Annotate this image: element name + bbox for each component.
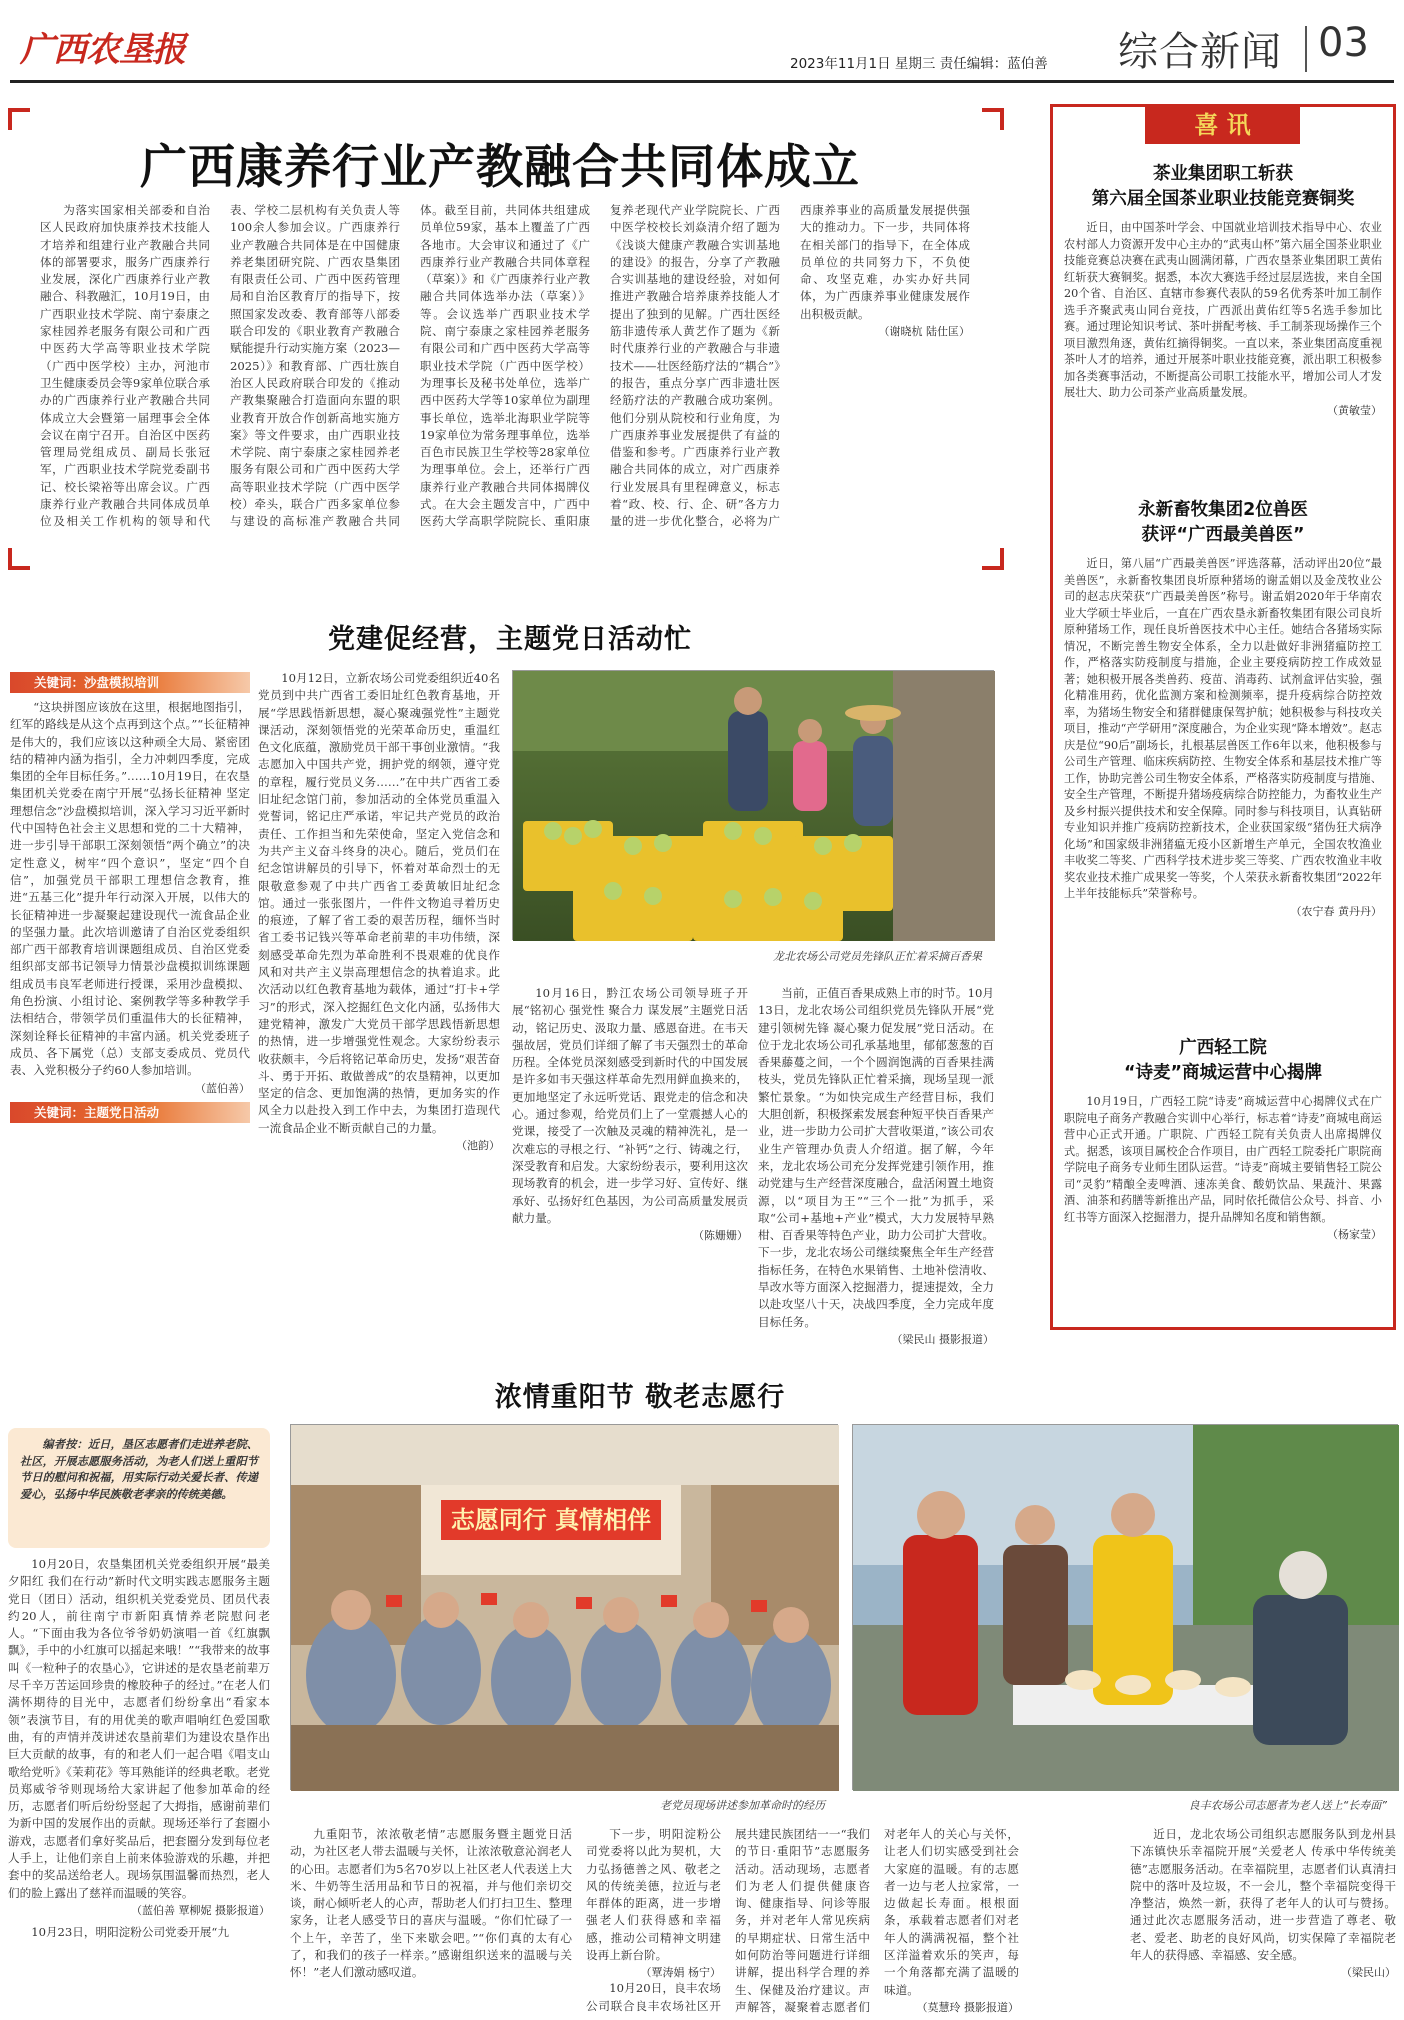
xixun-article-2 — [1064, 498, 1382, 919]
elderly-col-3b — [880, 1826, 1120, 2018]
editor-note — [8, 1428, 270, 1548]
xixun-a1-title-1: 茶业集团职工斩获 — [1153, 164, 1293, 184]
header-rule — [10, 80, 1394, 83]
passionfruit-photo-caption: 龙北农场公司党员先锋队正忙着采摘百香果 — [773, 950, 982, 963]
elderly-jiguan-byline: （蓝伯善 覃柳妮 摄影报道） — [131, 1903, 270, 1917]
frame-corner-tr — [982, 108, 1004, 130]
frame-corner-br — [982, 548, 1004, 570]
elderly-mingyang-start: 10月23日，明阳淀粉公司党委开展“九 — [31, 1924, 229, 1939]
party-partyday-byline: （池韵） — [456, 1139, 500, 1153]
party-sandtable-byline: （蓝伯善） — [195, 1081, 250, 1095]
party-col-4 — [758, 985, 994, 1346]
elderly-longbei-text: 近日，龙北农场公司组织志愿服务队到龙州县下冻镇快乐幸福院开展“关爱老人 传承中华传统美德”志愿服务活动。在幸福院里，志愿者们认真清扫院中的落叶及垃圾，不一会儿，整个幸福院变得干净整洁，焕然一新，获得了老年人的认可与赞扬。通过此次志愿服务活动，进一步营造了尊老、敬老、爱老、助老的良好风尚，切实保障了幸福院老年人的获得感、幸福感、安全感。 — [1130, 1827, 1396, 1963]
xixun-a2-body: 近日，第八届“广西最美兽医”评选落幕，活动评出20位“最美兽医”，永新畜牧集团良圻原种猪场的谢孟娟以及金茂牧业公司的赵志庆荣获“广西最美兽医”称号。谢孟娟2020年于华南农业大学硕士毕业后，一直在广西农垦永新畜牧集团有限公司良圻原种猪场工作，现任良圻兽医技术中心主任。她结合各猪场实际情况，不断完善生物安全体系，全力以赴做好非洲猪瘟防控工作，严格落实防疫制度与措施，企业主要疫病防控工作成效显著；她积极开展各类兽药、疫苗、消毒药、试剂盒评估实验，强化精准用药，优化监测方案和检测频率，提升疫病综合防控效率，为猪场生物安全和猪群健康保驾护航；她积极参与科技攻关项目，推动“产学研用”深度融合，为企业实现“降本增效”。赵志庆是位“90后”副场长，扎根基层兽医工作6年以来，他积极参与公司生产管理、临床疾病防控、生物安全体系和基层技术推广等工作，协助完善公司生物安全体系，严格落实防疫制度与措施、安全生产管理，不断提升猪场疫病综合防控能力，为畜牧业生产及乡村振兴提供技术和安全保障。同时参与科技项目，认真钻研专业知识并推广疫病防控新技术，企业获国家级“猪伪狂犬病净化场”和国家级非洲猪瘟无疫小区新增生产单元，全国农牧渔业丰收奖二等奖、广西科学技术进步奖三等奖、广西农牧渔业丰收奖农业技术推广成果奖一等奖，个人荣获永新畜牧集团“2022年上半年技能标兵”荣誉称号。 — [1064, 557, 1382, 900]
elderly-col-4 — [1130, 1826, 1396, 2018]
xixun-a1-byline: （黄敏莹） — [1327, 403, 1382, 417]
elderly-col-2 — [290, 1826, 572, 2018]
editor-note-text: 编者按：近日，垦区志愿者们走进养老院、社区，开展志愿服务活动，为老人们送上重阳节节日的慰问和祝福，用实际行动关爱长者、传递爱心，弘扬中华民族敬老孝亲的传统美德。 — [20, 1437, 258, 1501]
elderly-longbei-byline: （梁民山） — [1341, 1966, 1396, 1980]
date-line: 2023年11月1日 星期三 责任编辑：蓝伯善 — [790, 56, 1048, 72]
elderly-mingyang-text: 九重阳节，浓浓敬老情”志愿服务暨主题党日活动，为社区老人带去温暖与关怀，让浓浓敬意沁润老人的心田。志愿者们为5名70岁以上社区老人代表送上大米、牛奶等生活用品和节日的祝福，并与他们亲切交谈，耐心倾听老人的心声，帮助老人们打扫卫生、整理家务，让老人感受节日的喜庆与温暖。“你们忙碌了一个上午，辛苦了，坐下来歇会吧。”“你们真的太有心了，和我们的孩子一样亲。”感谢组织送来的温暖与关怀！”老人们激动感叹道。 — [290, 1827, 572, 1980]
elderly-col-1 — [8, 1556, 270, 2016]
party-qianjiang-text: 10月16日，黔江农场公司领导班子开展“铭初心 强党性 聚合力 谋发展”主题党日活动，铭记历史、汲取力量、感恩奋进。在韦天强故居，党员们详细了解了韦天强烈士的革命历程。全体党员深刻感受到新时代的中国发展是许多如韦天强这样革命先烈用鲜血换来的，更加地坚定了永远听党话、跟党走的信念和决心。通过参观，给党员们上了一堂震撼人心的党课，接受了一次触及灵魂的精神洗礼，是一次难忘的寻根之行、“补钙”之行、铸魂之行，深受教育和启发。大家纷纷表示，要利用这次现场教育的机会，进一步学习好、宣传好、继承好、弘扬好红色基因，为公司高质量发展贡献力量。 — [512, 986, 748, 1225]
longevity-noodle-photo-art — [853, 1425, 1399, 1791]
xixun-a2-title-1: 永新畜牧集团2位兽医 — [1138, 500, 1308, 520]
xixun-label: 喜 讯 — [1145, 106, 1300, 144]
section-divider — [1305, 26, 1307, 72]
section-name: 综合新闻 — [1118, 29, 1282, 75]
xixun-a3-title-1: 广西轻工院 — [1179, 1038, 1267, 1058]
masthead-logo: 广西农垦报 — [20, 30, 185, 70]
frame-corner-tl — [8, 108, 30, 130]
nursing-home-photo — [290, 1424, 838, 1790]
party-partyday-body — [10, 1262, 250, 1322]
xixun-article-3 — [1064, 1036, 1382, 1242]
xixun-a2-title-2: 获评“广西最美兽医” — [1141, 525, 1305, 545]
frame-corner-bl — [8, 548, 30, 570]
longevity-noodle-photo-caption: 良丰农场公司志愿者为老人送上“长寿面” — [1188, 1799, 1387, 1812]
xixun-a1-body: 近日，由中国茶叶学会、中国就业培训技术指导中心、农业农村部人力资源开发中心主办的“武夷山杯”第六届全国茶业职业技能竞赛总决赛在武夷山圆满闭幕，广西农垦茶业集团职工黄佑红斩获大赛铜奖。据悉，本次大赛选手经过层层选拔，来自全国20个省、自治区、直辖市参赛代表队的59名优秀茶叶加工制作选手齐聚武夷山同台竞技，广西派出黄佑红等5名选手参加比赛。通过理论知识考试、茶叶拼配考核、手工制茶现场操作三个项目激烈角逐，黄佑红摘得铜奖。一直以来，茶业集团高度重视茶叶人才的培养，通过开展茶叶职业技能竞赛，派出职工积极参加各类赛事活动，不断提高公司职工技能水平，增加公司人才发展壮大、助力公司茶产业高质量发展。 — [1064, 221, 1382, 399]
party-sandtable-text: “这块拼图应该放在这里，根据地图指引，红军的路线是从这个点再到这个点。”“长征精神是伟大的，我们应该以这种顽全大局、紧密团结的精神内涵为指引，全力冲刺四季度，完成集团的全年目标任务。”……10月19日，在农垦集团机关党委在南宁开展“弘扬长征精神 坚定理想信念”沙盘模拟培训，深入学习习近平新时代中国特色社会主义思想和党的二十大精神，进一步引导干部职工深刻领悟“两个确立”的决定性意义，树牢“四个意识”，坚定“四个自信”，加强党员干部职工理想信念教育，推进“五基三化”提升年行动深入开展，以伟大的长征精神进一步凝聚起建设现代一流食品企业的坚强力量。此次培训邀请了自治区党委组织部广西干部教育培训课题组成员、自治区党委组织部支部书记领导力情景沙盘模拟训练课题组成员韦良军老师进行授课，采用沙盘模拟、角色扮演、小组讨论、案例教学等多种教学手法相结合，带领学员们重温伟大的长征精神，深刻诠释长征精神的丰富内涵。机关党委班子成员、各下属党（总）支部支委成员、党员代表、入党积极分子约60人参加培训。 — [10, 700, 250, 1078]
xixun-a1-title-2: 第六届全国茶业职业技能竞赛铜奖 — [1091, 189, 1355, 209]
party-qianjiang-byline: （陈姗姗） — [693, 1229, 748, 1243]
party-longbei-byline: （梁民山 摄影报道） — [891, 1332, 994, 1346]
elderly-headline: 浓情重阳节 敬老志愿行 — [494, 1382, 786, 1413]
party-headline: 党建促经营，主题党日活动忙 — [328, 624, 692, 655]
party-longbei-text: 当前，正值百香果成熟上市的时节。10月13日，龙北农场公司组织党员先锋队开展“党建引领树先锋 凝心聚力促发展”党日活动。在位于龙北农场公司孔承基地里，郁郁葱葱的百香果藤蔓之间，一个个圆润饱满的百香果挂满枝头，党员先锋队正忙着采摘，现场呈现一派繁忙景象。“为如快完成生产经营目标，我们大胆创新，积极探索发展套种短平快百香果产业，进一步助力公司扩大营收渠道，”该公司农业生产管理办负责人介绍道。据了解，今年来，龙北农场公司充分发挥党建引领作用，推动党建与生产经营深度融合，盘活闲置土地资源，以“项目为王”“三个一批”为抓手，采取“公司+基地+产业”模式，大力发展特早熟柑、百香果等特色产业，助力公司扩大营收。下一步，龙北农场公司继续聚焦全年生产经营指标任务，在特色水果销售、土地补偿清收、旱改水等方面深入挖掘潜力，提速提效，全力以赴攻坚八十天，决战四季度，全力完成年度目标任务。 — [758, 986, 994, 1329]
elderly-jiguan-text: 10月20日，农垦集团机关党委组织开展“最美夕阳红 我们在行动”新时代文明实践志愿服务主题党日（团日）活动，组织机关党委党员、团员代表约20人，前往南宁市新阳真情养老院慰问老人。“下面由我为各位爷爷奶奶演唱一首《红旗飘飘》，手中的小红旗可以摇起来哦！”“我带来的故事叫《一粒种子的农垦心》，它讲述的是农垦老前辈万尽千辛万苦运回珍贵的橡胶种子的经过。”在老人们满怀期待的目光中，志愿者们纷纷拿出“看家本领”表演节目，有的用优美的歌声唱响红色爱国歌曲，有的声情并茂讲述农垦前辈们为建设农垦作出巨大贡献的故事，有的和老人们一起合唱《唱支山歌给党听》《茉莉花》等耳熟能详的经典老歌。老党员郑威爷爷则现场给大家讲起了他参加革命的经历，志愿者们听后纷纷竖起了大拇指，感谢前辈们为新中国的发展作出的贡献。现场还举行了套圈小游戏，志愿者们拿好奖品后，把套圈分发到每位老人手上，让他们亲自上前来体验游戏的乐趣，并把套中的奖品送给老人。现场氛围温馨而热烈，老人们的脸上露出了慈祥而温暖的笑容。 — [8, 1557, 270, 1900]
elderly-mingyang-byline: （覃涛娟 杨宁） — [640, 1966, 721, 1980]
lead-text: 为落实国家相关部委和自治区人民政府加快康养技术技能人才培养和组建行业产教融合共同体的部署要求，服务广西康养行业发展，深化广西康养行业产教融合、科教融汇，10月19日，由广西职业技术学院、南宁泰康之家桂园养老服务有限公司和广西中医药大学高等职业技术学院（广西中医学校）主办，河池市卫生健康委员会等9家单位联合承办的广西康养行业产教融合共同体成立大会暨第一届理事会全体会议在南宁召开。自治区中医药管理局党组成员、副局长张冠军，广西职业技术学院党委副书记、校长梁裕等出席会议。广西康养行业产教融合共同体成员单位及相关工作机构的领导和代表、学校二层机构有关负责人等100余人参加会议。广西康养行业产教融合共同体是在中国健康养老集团研究院、广西农垦集团有限责任公司、广西中医药管理局和自治区教育厅的指导下，按照国家发改委、教育部等八部委联合印发的《职业教育产教融合赋能提升行动实施方案（2023—2025）》和教育部、广西壮族自治区人民政府联合印发的《推动产教集聚融合打造面向东盟的职业教育开放合作创新高地实施方案》等文件要求，由广西职业技术学院、南宁泰康之家桂园养老服务有限公司和广西中医药大学高等职业技术学院（广西中医学校）牵头，联合广西多家单位参与建设的高标准产教融合共同体。截至目前，共同体共组建成员单位59家，基本上覆盖了广西各地市。大会审议和通过了《广西康养行业产教融合共同体章程（草案）》和《广西康养行业产教融合共同体选举办法（草案）》等。会议选举广西职业技术学院、南宁泰康之家桂园养老服务有限公司和广西中医药大学高等职业技术学院（广西中医学校）为理事长及秘书处单位，选举广西中医药大学等10家单位为副理事长单位，选举北海职业学院等19家单位为常务理事单位，选举百色市民族卫生学校等28家单位为理事单位。会上，还举行广西康养行业产教融合共同体揭牌仪式。在大会主题发言中，广西中医药大学高职学院院长、重阳康复养老现代产业学院院长、广西中医学校校长刘焱清介绍了题为《浅谈大健康产教融合实训基地的建设》的报告，分享了产教融合实训基地的建设经验，对如何推进产教融合培养康养技能人才提出了独到的见解。广西壮医经筋非遗传承人黄艺作了题为《新时代康养行业的产教融合与非遗技术——壮医经筋疗法的“耦合”》的报告，重点分享广西非遗壮医经筋疗法的产教融合成功案例。他们分别从院校和行业角度，为广西康养事业发展提供了有益的借鉴和参考。广西康养行业产教融合共同体的成立，对广西康养行业发展具有里程碑意义，标志着“政、校、行、企、研”各方力量的进一步优化整合，必将为广西康养事业的高质量发展提供强大的推动力。下一步，共同体将在相关部门的指导下，在全体成员单位的共同努力下，不负使命、攻坚克难，办实办好共同体，为广西康养事业健康发展作出积极贡献。 — [40, 203, 970, 529]
banner-text: 志愿同行 真情相伴 — [450, 1506, 652, 1534]
party-partyday-text: 10月12日，立新农场公司党委组织近40名党员到中共广西省工委旧址红色教育基地，开展“学思践悟新思想，凝心聚魂强党性”主题党课活动，深刻领悟党的光荣革命历史，重温红色文化底蕴，激励党员干部干事创业激情。“我志愿加入中国共产党，拥护党的纲领，遵守党的章程，履行党员义务……”在中共广西省工委旧址纪念馆门前，参加活动的全体党员重温入党誓词，铭记庄严承诺，牢记共产党员的政治责任、工作担当和先荣使命，坚定入党信念和为共产主义奋斗终身的决心。随后，党员们在纪念馆讲解员的引导下，怀着对革命烈士的无限敬意参观了中共广西省工委黄敏旧址纪念馆。通过一张张图片，一件件文物追寻着历史的痕迹，了解了省工委的艰苦历程，缅怀当时省工委书记钱兴等革命老前辈的丰功伟绩，深刻感受革命先烈为革命胜利不畏艰难的优良作风和对共产主义崇高理想信念的执着追求。此次活动以红色教育基地为载体，通过“打卡+学习”的形式，深入挖掘红色文化内涵，弘扬伟大建党精神，激发广大党员干部学思践悟新思想的热情，进一步增强党性观念。大家纷纷表示收获颇丰，今后将铭记革命历史，发扬“艰苦奋斗、勇于开拓、敢做善成”的农垦精神，以更加坚定的信念、更加饱满的热情，更加务实的作风全力以赴投入到工作中去，为集团打造现代一流食品企业不断贡献自己的力量。 — [258, 671, 500, 1135]
nursing-home-photo-caption: 老党员现场讲述参加革命时的经历 — [660, 1799, 825, 1812]
passionfruit-photo — [512, 670, 994, 940]
longevity-noodle-photo — [852, 1424, 1398, 1790]
keyword-bar-sandtable: 关键词：沙盘模拟培训 — [10, 672, 250, 693]
xixun-a3-body: 10月19日，广西轻工院“诗麦”商城运营中心揭牌仪式在广职院电子商务产教融合实训中心举行，标志着“诗麦”商城电商运营中心正式开通。广职院、广西轻工院有关负责人出席揭牌仪式。据悉，该项目属校企合作项目，由广西轻工院委托广职院商学院电子商务专业师生团队运营。“诗麦”商城主要销售轻工院公司“灵豹”精酿全麦啤酒、速冻美食、酸奶饮品、果蔬汁、果露酒、油茶和药膳等新推出产品，同时依托微信公众号、抖音、小红书等方面深入挖掘潜力，提升品牌知名度和销售额。 — [1064, 1095, 1382, 1224]
elderly-col-3 — [586, 1826, 1019, 2018]
elderly-liangfeng-text: 10月20日，良丰农场公司联合良丰农场社区开展共建民族团结一一“我们的节日·重阳节”志愿服务活动。活动现场，志愿者们为老人们提供健康咨询、健康指导、问诊等服务，并对老年人常见疾病的早期症状、日常生活中如何防治等问题进行详细讲解，提出科学合理的养生、保健及治疗建议。声声解答，凝聚着志愿者们对老年人的关心与关怀，让老人们切实感受到社会大家庭的温暖。有的志愿者一边与老人拉家常，一边做起长寿面。根根面条，承载着志愿者们对老年人的满满祝福，整个社区洋溢着欢乐的笑声，每一个角落都充满了温暖的味道。 — [586, 1827, 1019, 2014]
party-partyday-columns — [258, 670, 500, 1320]
xixun-article-1 — [1064, 162, 1382, 418]
lead-headline: 广西康养行业产教融合共同体成立 — [140, 140, 860, 195]
page-number: 03 — [1318, 20, 1369, 66]
party-col-3 — [512, 985, 748, 1323]
xixun-a2-byline: （农宁春 黄丹丹） — [1290, 904, 1382, 918]
lead-body — [40, 202, 970, 547]
nursing-home-photo-art — [291, 1425, 839, 1791]
passionfruit-photo-art — [513, 671, 995, 941]
party-col-1 — [10, 672, 250, 1322]
keyword-bar-partyday: 关键词：主题党日活动 — [10, 1102, 250, 1123]
xixun-a3-title-2: “诗麦”商城运营中心揭牌 — [1123, 1063, 1322, 1083]
lead-byline: （谢晓杭 陆仕匡） — [878, 325, 970, 339]
elderly-liangfeng-byline: （莫慧玲 摄影报道） — [916, 2000, 1019, 2014]
xixun-a3-byline: （杨家莹） — [1327, 1228, 1382, 1241]
elderly-mingyang-next: 下一步，明阳淀粉公司党委将以此为契机，大力弘扬德善之风、敬老之风的传统美德，拉近与老年群体的距离，进一步增强老人们获得感和幸福感，推动公司精神文明建设再上新台阶。 — [586, 1827, 721, 1963]
